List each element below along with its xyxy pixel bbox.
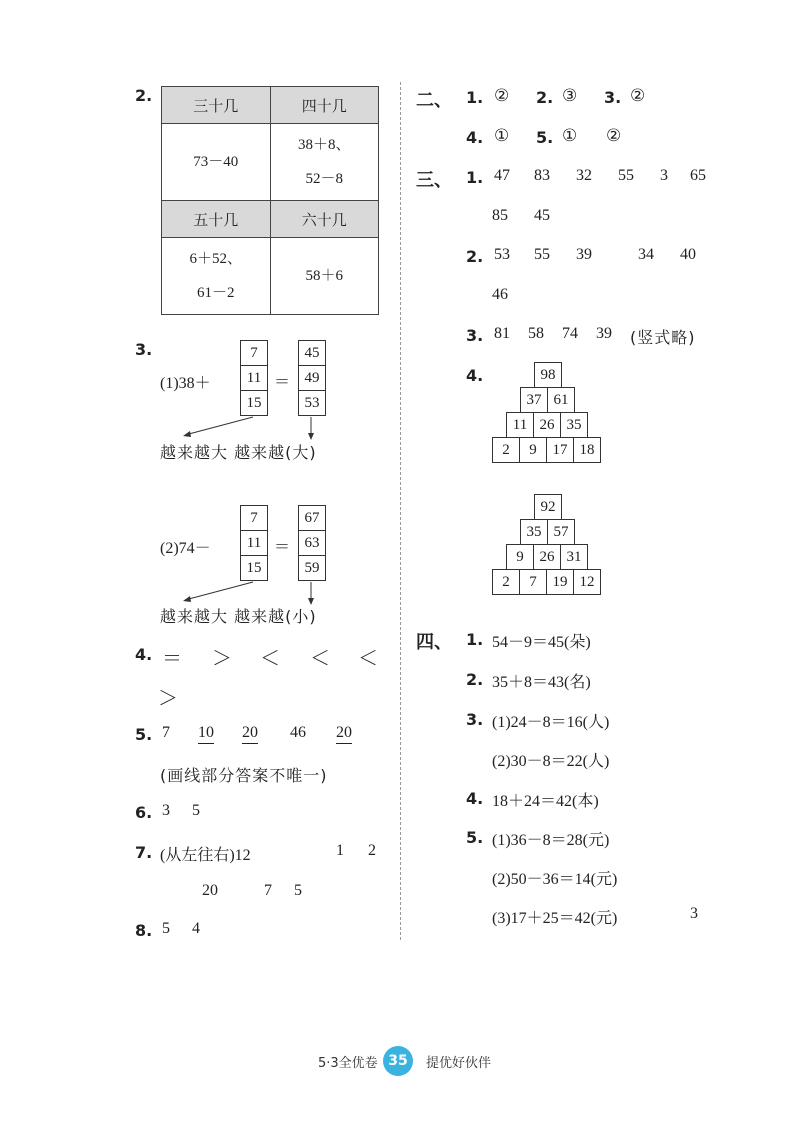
- q3-part2-caption: 越来越大 越来越(小): [160, 607, 317, 626]
- answer-value: 74: [562, 325, 578, 342]
- box-value: 59: [304, 560, 320, 576]
- section-three-label: 三、: [416, 170, 452, 191]
- answer-value: 32: [576, 167, 592, 184]
- pyramid-cell: 37: [520, 387, 548, 413]
- q7-line1: (从左往右)12: [160, 847, 251, 864]
- q4-sign: ＝: [162, 646, 182, 670]
- box-value: 15: [246, 395, 262, 411]
- box-value: 63: [299, 531, 325, 556]
- table-cell: [162, 238, 271, 315]
- table-header-cell: 六十几: [270, 201, 379, 238]
- q4-sign: ＞: [212, 646, 232, 670]
- q2-classification-table: [161, 86, 379, 315]
- table-cell-line: 6＋52、: [189, 251, 242, 267]
- answer-value: 45: [534, 207, 550, 224]
- answer-value: ②: [494, 86, 510, 106]
- table-cell: 58＋6: [270, 238, 379, 315]
- answer-value: 81: [494, 325, 510, 342]
- box-value: 45: [299, 341, 325, 366]
- q3-number: 3.: [135, 340, 153, 359]
- item-number: 5.: [536, 128, 554, 147]
- pyramid-cell: 2: [492, 437, 520, 463]
- pyramid-cell: 57: [547, 519, 575, 545]
- box-value: 67: [299, 506, 325, 531]
- q8-number: 8.: [135, 921, 153, 940]
- section-four-label: 四、: [416, 632, 452, 653]
- table-cell: [270, 124, 379, 201]
- answer-value: 5: [192, 802, 200, 819]
- table-cell-line: 61－2: [196, 285, 235, 301]
- box-value: 15: [246, 560, 262, 576]
- answer-value: 55: [534, 246, 550, 263]
- answer-value: 4: [192, 920, 200, 937]
- table-header-cell: 三十几: [162, 87, 271, 124]
- item-number: 2.: [466, 247, 484, 266]
- answer-value: 40: [680, 246, 696, 263]
- q3-part1-prefix: (1)38＋: [160, 375, 211, 392]
- q3-part2-differences: [298, 505, 326, 581]
- item-number: 3.: [604, 88, 622, 107]
- answer-value: 2: [368, 842, 376, 859]
- item-number: 1.: [466, 630, 484, 649]
- answer-value: 47: [494, 167, 510, 184]
- item-number: 5.: [466, 828, 484, 847]
- q3-part1-sums: [298, 340, 326, 416]
- item-number: 1.: [466, 168, 484, 187]
- box-value: 53: [304, 395, 320, 411]
- answer-equation: 35＋8＝43(名): [492, 674, 591, 691]
- answer-equation: (2)30－8＝22(人): [492, 753, 610, 770]
- q3-part2-prefix: (2)74－: [160, 540, 211, 557]
- box-value: 11: [241, 531, 267, 556]
- answer-value: ③: [562, 86, 578, 106]
- answer-value: ②: [606, 126, 622, 146]
- q4-sign: ＞: [158, 686, 178, 710]
- pyramid-cell: 18: [573, 437, 601, 463]
- answer-value: 65: [690, 167, 706, 184]
- q6-number: 6.: [135, 803, 153, 822]
- pyramid-cell: 61: [547, 387, 575, 413]
- table-cell: 73－40: [162, 124, 271, 201]
- footer-slogan: 提优好伙伴: [426, 1056, 492, 1071]
- answer-value: 20: [202, 882, 218, 899]
- pyramid-cell: 2: [492, 569, 520, 595]
- pyramid-cell: 26: [533, 412, 561, 438]
- table-cell-line: 52－8: [305, 171, 343, 187]
- q4-number: 4.: [135, 645, 153, 664]
- answer-value: 5: [162, 920, 170, 937]
- answer-value: 7: [264, 882, 272, 899]
- pyramid-cell: 31: [560, 544, 588, 570]
- box-value: 11: [241, 366, 267, 391]
- pyramid-cell: 26: [533, 544, 561, 570]
- box-value: 7: [241, 341, 267, 366]
- answer-equation: 54－9＝45(朵): [492, 634, 591, 651]
- item-number: 4.: [466, 789, 484, 808]
- box-value: 7: [241, 506, 267, 531]
- answer-equation: (2)50－36＝14(元): [492, 871, 618, 888]
- q4-sign: ＜: [310, 646, 330, 670]
- equals-sign: ＝: [274, 372, 291, 391]
- page-number-badge: 35: [383, 1046, 413, 1076]
- answer-equation: 18＋24＝42(本): [492, 793, 599, 810]
- table-cell-line: 38＋8、: [297, 137, 351, 153]
- answer-equation: (1)36－8＝28(元): [492, 832, 610, 849]
- answer-equation: (1)24－8＝16(人): [492, 714, 610, 731]
- answer-value: 46: [492, 286, 508, 303]
- q3-part1-addends: [240, 340, 268, 416]
- pyramid-cell: 12: [573, 569, 601, 595]
- box-value: 49: [299, 366, 325, 391]
- pyramid-cell: 7: [519, 569, 547, 595]
- footer-book-title: 5·3全优卷: [318, 1056, 378, 1071]
- answer-value: 5: [294, 882, 302, 899]
- answer-value: 34: [638, 246, 654, 263]
- section-two-label: 二、: [416, 90, 452, 111]
- answer-value: ①: [562, 126, 578, 146]
- q3-note: (竖式略): [630, 328, 696, 347]
- pyramid-cell: 92: [534, 494, 562, 520]
- pyramid-cell: 98: [534, 362, 562, 388]
- answer-value: 83: [534, 167, 550, 184]
- answer-value-underlined: 10: [198, 724, 214, 744]
- table-header-cell: 四十几: [270, 87, 379, 124]
- item-number: 4.: [466, 128, 484, 147]
- q5-number: 5.: [135, 725, 153, 744]
- q2-number: 2.: [135, 86, 153, 105]
- q4-sign: ＜: [358, 646, 378, 670]
- answer-value: ①: [494, 126, 510, 146]
- answer-equation: (3)17＋25＝42(元): [492, 910, 618, 927]
- answer-value: 46: [290, 724, 306, 741]
- answer-value: 1: [336, 842, 344, 859]
- answer-value: 85: [492, 207, 508, 224]
- answer-value: 39: [576, 246, 592, 263]
- answer-value: 39: [596, 325, 612, 342]
- item-number: 4.: [466, 366, 484, 385]
- pyramid-cell: 17: [546, 437, 574, 463]
- item-number: 3.: [466, 710, 484, 729]
- answer-value: 7: [162, 724, 170, 741]
- q3-part2-subtrahends: [240, 505, 268, 581]
- pyramid-cell: 19: [546, 569, 574, 595]
- pyramid-cell: 35: [520, 519, 548, 545]
- q4-sign: ＜: [260, 646, 280, 670]
- answer-value: ②: [630, 86, 646, 106]
- answer-value: 55: [618, 167, 634, 184]
- q5-note: (画线部分答案不唯一): [160, 766, 328, 785]
- item-number: 2.: [536, 88, 554, 107]
- pyramid-cell: 9: [506, 544, 534, 570]
- column-divider: [400, 82, 401, 940]
- item-number: 2.: [466, 670, 484, 689]
- q3-part1-caption: 越来越大 越来越(大): [160, 443, 317, 462]
- item-number: 3.: [466, 326, 484, 345]
- pyramid-cell: 9: [519, 437, 547, 463]
- answer-value: 58: [528, 325, 544, 342]
- answer-value-underlined: 20: [242, 724, 258, 744]
- answer-value-underlined: 20: [336, 724, 352, 744]
- equals-sign: ＝: [274, 537, 291, 556]
- pyramid-cell: 11: [506, 412, 534, 438]
- answer-value: 3: [660, 167, 668, 184]
- table-header-cell: 五十几: [162, 201, 271, 238]
- answer-value: 3: [162, 802, 170, 819]
- answer-value: 3: [690, 905, 698, 922]
- answer-value: 53: [494, 246, 510, 263]
- q7-number: 7.: [135, 843, 153, 862]
- item-number: 1.: [466, 88, 484, 107]
- pyramid-cell: 35: [560, 412, 588, 438]
